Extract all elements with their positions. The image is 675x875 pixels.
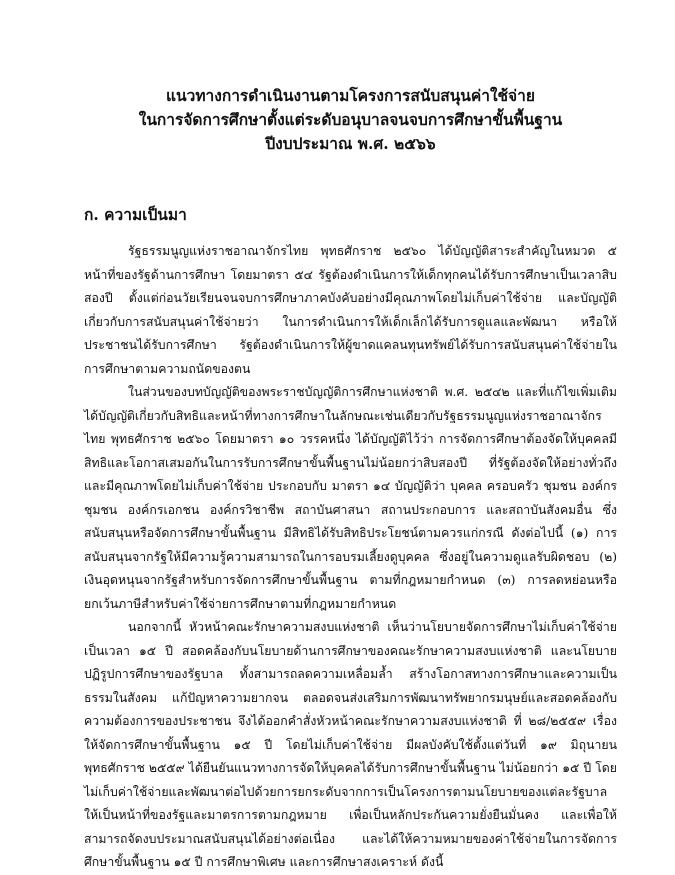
body-text [84, 240, 617, 875]
title-line-3: ปีงบประมาณ พ.ศ. ๒๕๖๖ [265, 134, 436, 153]
title-line-2: ในการจัดการศึกษาตั้งแต่ระดับอนุบาลจนจบการศึกษาขั้นพื้นฐาน [138, 110, 563, 129]
title-line-1: แนวทางการดำเนินงานตามโครงการสนับสนุนค่าใช้จ่าย [166, 86, 535, 105]
paragraph-2: ในส่วนของบทบัญญัติของพระราชบัญญัติการศึกษาแห่งชาติ พ.ศ. ๒๕๔๒ และที่แก้ไขเพิ่มเติม ได้บัญญัติเกี่ยวกับสิทธิและหน้าที่ทางการศึกษาในลักษณะเช่นเดียวกับรัฐธรรมนูญแห่งราชอาณาจักรไทย พุทธศักราช ๒๕๖๐ โดยมาตรา ๑๐ วรรคหนึ่ง ได้บัญญัติไว้ว่า การจัดการศึกษาต้องจัดให้บุคคลมีสิทธิและโอกาสเสมอกันในการรับการศึกษาขั้นพื้นฐานไม่น้อยกว่าสิบสองปี ที่รัฐต้องจัดให้อย่างทั่วถึงและมีคุณภาพโดยไม่เก็บค่าใช้จ่าย ประกอบกับ มาตรา ๑๔ บัญญัติว่า บุคคล ครอบครัว ชุมชน องค์กรชุมชน องค์กรเอกชน องค์กรวิชาชีพ สถาบันศาสนา สถานประกอบการ และสถาบันสังคมอื่น ซึ่งสนับสนุนหรือจัดการศึกษาขั้นพื้นฐาน มีสิทธิได้รับสิทธิประโยชน์ตามควรแก่กรณี ดังต่อไปนี้ (๑) การสนับสนุนจากรัฐให้มีความรู้ความสามารถในการอบรมเลี้ยงดูบุคคล ซึ่งอยู่ในความดูแลรับผิดชอบ (๒) เงินอุดหนุนจากรัฐสำหรับการจัดการศึกษาขั้นพื้นฐาน ตามที่กฎหมายกำหนด (๓) การลดหย่อนหรือยกเว้นภาษีสำหรับค่าใช้จ่ายการศึกษาตามที่กฎหมายกำหนด [84, 385, 617, 611]
paragraph-3: นอกจากนี้ หัวหน้าคณะรักษาความสงบแห่งชาติ เห็นว่านโยบายจัดการศึกษาไม่เก็บค่าใช้จ่าย เป็นเวลา ๑๕ ปี สอดคล้องกับนโยบายด้านการศึกษาของคณะรักษาความสงบแห่งชาติ และนโยบายปฏิรูปการศึกษาของรัฐบาล ทั้งสามารถลดความเหลื่อมล้ำ สร้างโอกาสทางการศึกษาและความเป็นธรรมในสังคม แก้ปัญหาความยากจน ตลอดจนส่งเสริมการพัฒนาทรัพยากรมนุษย์และสอดคล้องกับความต้องการของประชาชน จึงได้ออกคำสั่งหัวหน้าคณะรักษาความสงบแห่งชาติ ที่ ๒๘/๒๕๕๙ เรื่อง ให้จัดการศึกษาขั้นพื้นฐาน ๑๕ ปี โดยไม่เก็บค่าใช้จ่าย มีผลบังคับใช้ตั้งแต่วันที่ ๑๙ มิถุนายน พุทธศักราช ๒๕๕๙ ได้ยืนยันแนวทางการจัดให้บุคคลได้รับการศึกษาขั้นพื้นฐาน ไม่น้อยกว่า ๑๕ ปี โดยไม่เก็บค่าใช้จ่ายและพัฒนาต่อไปด้วยการยกระดับจากการเป็นโครงการตามนโยบายของแต่ละรัฐบาลให้เป็นหน้าที่ของรัฐและมาตรการตามกฎหมาย เพื่อเป็นหลักประกันความยั่งยืนมั่นคง และเพื่อให้สามารถจัดงบประมาณสนับสนุนได้อย่างต่อเนื่อง และได้ให้ความหมายของค่าใช้จ่ายในการจัดการศึกษาขั้นพื้นฐาน ๑๕ ปี การศึกษาพิเศษ และการศึกษาสงเคราะห์ ดังนี้ [84, 620, 617, 869]
section-heading: ก. ความเป็นมา [84, 205, 187, 224]
document-title [58, 84, 643, 156]
paragraph-1: รัฐธรรมนูญแห่งราชอาณาจักรไทย พุทธศักราช ๒๕๖๐ ได้บัญญัติสาระสำคัญในหมวด ๕ หน้าที่ของรัฐด้านการศึกษา โดยมาตรา ๕๔ รัฐต้องดำเนินการให้เด็กทุกคนได้รับการศึกษาเป็นเวลาสิบสองปี ตั้งแต่ก่อนวัยเรียนจนจบการศึกษาภาคบังคับอย่างมีคุณภาพโดยไม่เก็บค่าใช้จ่าย และบัญญัติเกี่ยวกับการสนับสนุนค่าใช้จ่ายว่า ในการดำเนินการให้เด็กเล็กได้รับการดูแลและพัฒนา หรือให้ประชาชนได้รับการศึกษา รัฐต้องดำเนินการให้ผู้ขาดแคลนทุนทรัพย์ได้รับการสนับสนุนค่าใช้จ่ายในการศึกษาตามความถนัดของตน [84, 244, 617, 376]
